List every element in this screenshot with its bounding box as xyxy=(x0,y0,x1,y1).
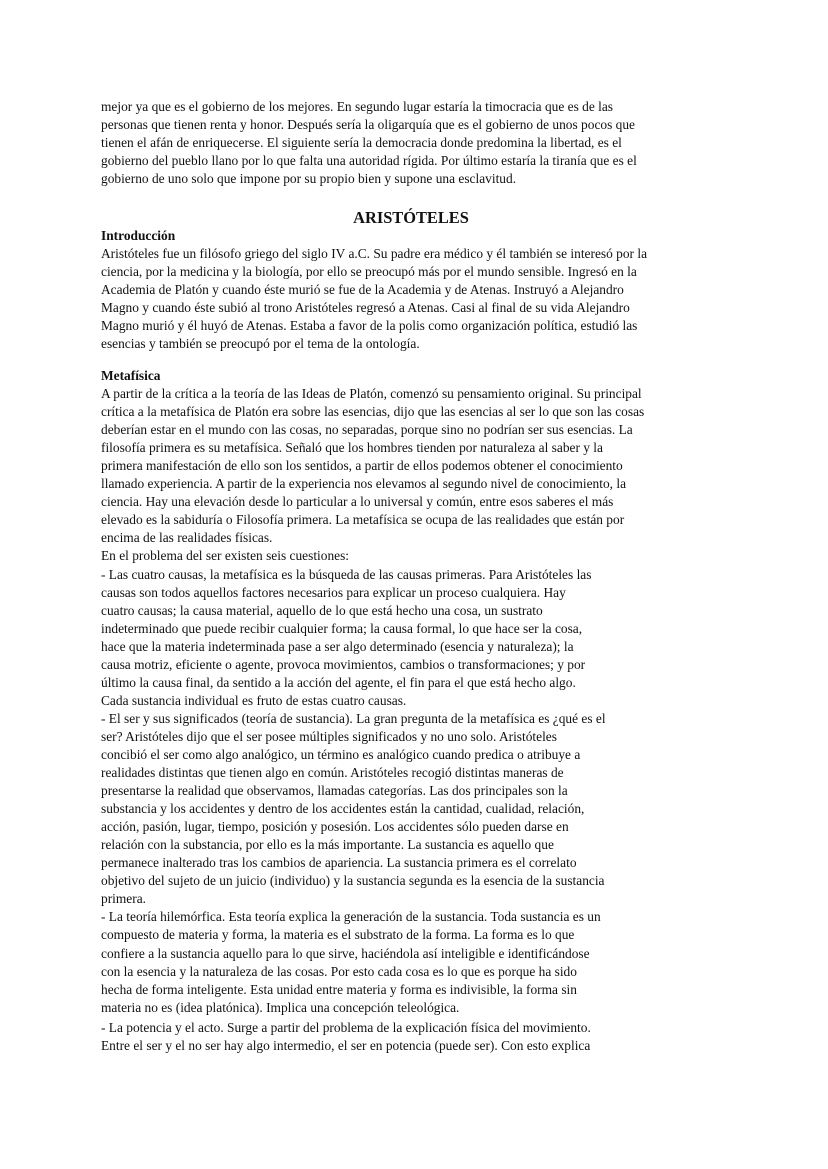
section-metafisica xyxy=(101,367,741,1017)
text-line: relación con la substancia, por ello es la más importante. La sustancia es aquello que xyxy=(101,837,554,853)
section-potencia-acto xyxy=(101,1019,741,1055)
text-line: último la causa final, da sentido a la acción del agente, el fin para el que está hecho algo. xyxy=(101,674,576,690)
text-line: Magno y cuando éste subió al trono Aristóteles regresó a Atenas. Casi al final de su vida Alejandro xyxy=(101,300,630,316)
text-line: presentarse la realidad que observamos, llamadas categorías. Las dos principales son la xyxy=(101,783,568,799)
text-line: gobierno de uno solo que impone por su propio bien y supone una esclavitud. xyxy=(101,171,517,187)
text-line: Magno murió y él huyó de Atenas. Estaba a favor de la polis como organización política, estudió las xyxy=(101,318,638,334)
page-title: ARISTÓTELES xyxy=(353,208,469,227)
text-line: tienen el afán de enriquecerse. El siguiente sería la democracia donde predomina la libertad, es el xyxy=(101,135,622,151)
text-line: ciencia, por la medicina y la biología, por ello se preocupó más por el mundo sensible. Ingresó en la xyxy=(101,264,637,280)
text-line: En el problema del ser existen seis cuestiones: xyxy=(101,548,350,564)
text-line: primera. xyxy=(101,891,146,907)
text-line: encima de las realidades físicas. xyxy=(101,530,273,546)
text-line: causas son todos aquellos factores necesarios para explicar un proceso cualquiera. Hay xyxy=(101,584,566,600)
section-heading-metafisica: Metafísica xyxy=(101,368,161,383)
text-line: Entre el ser y el no ser hay algo intermedio, el ser en potencia (puede ser). Con esto explica xyxy=(101,1038,591,1054)
section-heading-introduccion: Introducción xyxy=(101,228,176,243)
text-line: acción, pasión, lugar, tiempo, posición y posesión. Los accidentes sólo pueden darse en xyxy=(101,819,569,835)
text-line: Academia de Platón y cuando éste murió se fue de la Academia y de Atenas. Instruyó a Alejandro xyxy=(101,282,624,298)
text-line: - Las cuatro causas, la metafísica es la búsqueda de las causas primeras. Para Aristóteles las xyxy=(101,566,592,582)
text-line: ser? Aristóteles dijo que el ser posee múltiples significados y no uno solo. Aristóteles xyxy=(101,728,557,744)
text-line: substancia y los accidentes y dentro de los accidentes están la cantidad, cualidad, relación, xyxy=(101,801,585,817)
text-line: compuesto de materia y forma, la materia es el substrato de la forma. La forma es lo que xyxy=(101,927,575,943)
text-line: esencias y también se preocupó por el tema de la ontología. xyxy=(101,336,420,352)
text-line: - La teoría hilemórfica. Esta teoría explica la generación de la sustancia. Toda sustancia es un xyxy=(101,909,601,925)
text-line: filosofía primera es su metafísica. Señaló que los hombres tienden por naturaleza al saber y la xyxy=(101,440,603,456)
text-line: - La potencia y el acto. Surge a partir del problema de la explicación física del movimiento. xyxy=(101,1020,591,1035)
text-line: causa motriz, eficiente o agente, provoca movimientos, cambios o transformaciones; y por xyxy=(101,656,586,672)
text-line: materia no es (idea platónica). Implica una concepción teleológica. xyxy=(101,999,460,1015)
text-line: primera manifestación de ello son los sentidos, a partir de ellos podemos obtener el conocimiento xyxy=(101,458,623,474)
text-line: crítica a la metafísica de Platón era sobre las esencias, dijo que las esencias al ser lo que son las cosas xyxy=(101,404,645,420)
text-line: hecha de forma inteligente. Esta unidad entre materia y forma es indivisible, la forma sin xyxy=(101,981,577,997)
text-line: confiere a la sustancia aquello para lo que sirve, haciéndola así inteligible e identificándose xyxy=(101,945,590,961)
text-line: gobierno del pueblo llano por lo que falta una autoridad rígida. Por último estaría la tiranía que es el xyxy=(101,153,637,169)
text-line: cuatro causas; la causa material, aquello de lo que está hecho una cosa, un sustrato xyxy=(101,602,543,618)
text-line: Cada sustancia individual es fruto de estas cuatro causas. xyxy=(101,692,407,708)
text-line: con la esencia y la naturaleza de las cosas. Por esto cada cosa es lo que es porque ha sido xyxy=(101,963,577,979)
text-line: concibió el ser como algo analógico, un término es analógico cuando predica o atribuye a xyxy=(101,746,581,762)
text-line: ciencia. Hay una elevación desde lo particular a lo universal y común, entre esos saberes el más xyxy=(101,494,614,510)
intro-paragraph xyxy=(101,98,741,188)
text-line: objetivo del sujeto de un juicio (individuo) y la sustancia segunda es la esencia de la sustancia xyxy=(101,873,605,889)
text-line: - El ser y sus significados (teoría de sustancia). La gran pregunta de la metafísica es ¿qué es el xyxy=(101,710,606,726)
text-line: realidades distintas que tienen algo en común. Aristóteles recogió distintas maneras de xyxy=(101,765,564,781)
text-line: personas que tienen renta y honor. Después sería la oligarquía que es el gobierno de unos pocos que xyxy=(101,117,635,133)
text-line: mejor ya que es el gobierno de los mejores. En segundo lugar estaría la timocracia que es de las xyxy=(101,99,614,114)
text-line: indeterminado que puede recibir cualquier forma; la causa formal, lo que hace ser la cosa, xyxy=(101,620,583,636)
text-line: hace que la materia indeterminada pase a ser algo determinado (esencia y naturaleza); la xyxy=(101,638,574,654)
section-introduccion xyxy=(101,227,741,353)
text-line: A partir de la crítica a la teoría de las Ideas de Platón, comenzó su pensamiento original. Su principal xyxy=(101,386,642,402)
text-line: deberían estar en el mundo con las cosas, no separadas, porque sino no podrían ser sus esencias. La xyxy=(101,422,633,438)
text-line: elevado es la sabiduría o Filosofía primera. La metafísica se ocupa de las realidades que están por xyxy=(101,512,625,528)
text-line: permanece inalterado tras los cambios de apariencia. La sustancia primera es el correlato xyxy=(101,855,577,871)
text-line: Aristóteles fue un filósofo griego del siglo IV a.C. Su padre era médico y él también se interesó por la xyxy=(101,246,648,262)
text-line: llamado experiencia. A partir de la experiencia nos elevamos al segundo nivel de conocimiento, la xyxy=(101,476,627,492)
